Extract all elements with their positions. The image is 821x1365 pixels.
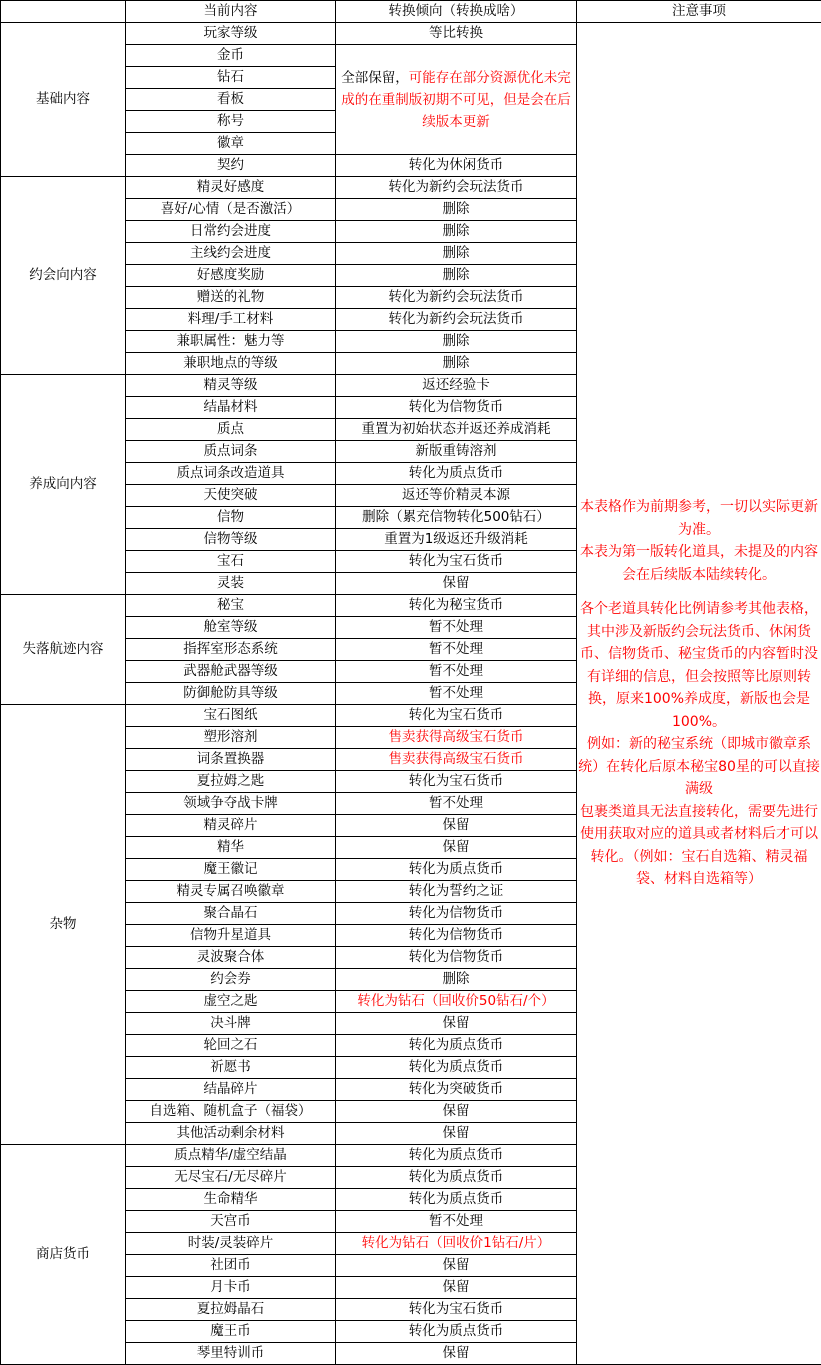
item-cell: 社团币 [126,1255,336,1277]
note-paragraph: 本表格作为前期参考，一切以实际更新为准。 [580,499,818,538]
item-cell: 赠送的礼物 [126,287,336,309]
item-cell: 主线约会进度 [126,243,336,265]
item-cell: 看板 [126,89,336,111]
conversion-cell: 删除 [336,265,577,287]
item-cell: 指挥室形态系统 [126,639,336,661]
item-cell: 魔王币 [126,1321,336,1343]
conversion-cell: 删除 [336,199,577,221]
item-cell: 契约 [126,155,336,177]
header-row [1,1,821,23]
category-cell: 商店货币 [1,1145,126,1365]
conversion-cell: 暂不处理 [336,639,577,661]
merged-note-black: 全部保留， [341,69,409,86]
conversion-cell: 等比转换 [336,23,577,45]
item-cell: 料理/手工材料 [126,309,336,331]
conversion-cell: 保留 [336,1343,577,1365]
item-cell: 其他活动剩余材料 [126,1123,336,1145]
item-cell: 防御舱防具等级 [126,683,336,705]
item-cell: 好感度奖励 [126,265,336,287]
item-cell: 天使突破 [126,485,336,507]
table-row [1,23,821,45]
category-cell: 杂物 [1,705,126,1145]
conversion-cell: 转化为钻石（回收价50钻石/个） [336,991,577,1013]
conversion-cell: 新版重铸溶剂 [336,441,577,463]
item-cell: 生命精华 [126,1189,336,1211]
item-cell: 精灵好感度 [126,177,336,199]
item-cell: 信物 [126,507,336,529]
item-cell: 约会券 [126,969,336,991]
item-cell: 徽章 [126,133,336,155]
item-cell: 精灵碎片 [126,815,336,837]
category-cell: 约会向内容 [1,177,126,375]
item-cell: 聚合晶石 [126,903,336,925]
item-cell: 词条置换器 [126,749,336,771]
conversion-cell: 保留 [336,1013,577,1035]
conversion-cell: 暂不处理 [336,683,577,705]
note-paragraph: 包裹类道具无法直接转化，需要先进行使用获取对应的道具或者材料后才可以转化。（例如：宝石自选箱、精灵福袋、材料自选箱等） [580,803,818,888]
header-conversion: 转换倾向（转换成啥） [336,1,577,23]
conversion-cell: 返还经验卡 [336,375,577,397]
conversion-cell: 保留 [336,1123,577,1145]
item-cell: 兼职属性：魅力等 [126,331,336,353]
conversion-cell: 转化为休闲货币 [336,155,577,177]
item-cell: 轮回之石 [126,1035,336,1057]
item-cell: 无尽宝石/无尽碎片 [126,1167,336,1189]
item-cell: 琴里特训币 [126,1343,336,1365]
item-cell: 信物等级 [126,529,336,551]
conversion-cell: 保留 [336,1277,577,1299]
header-category [1,1,126,23]
item-cell: 自选箱、随机盒子（福袋） [126,1101,336,1123]
item-cell: 精灵等级 [126,375,336,397]
merged-conversion-cell [336,45,577,155]
item-cell: 玩家等级 [126,23,336,45]
conversion-cell: 转化为质点货币 [336,1167,577,1189]
conversion-cell: 转化为质点货币 [336,1145,577,1167]
item-cell: 夏拉姆之匙 [126,771,336,793]
conversion-cell: 保留 [336,815,577,837]
conversion-cell: 删除 [336,353,577,375]
conversion-cell: 删除 [336,221,577,243]
conversion-cell: 转化为信物货币 [336,947,577,969]
conversion-cell: 暂不处理 [336,617,577,639]
category-cell: 失落航迹内容 [1,595,126,705]
item-cell: 舱室等级 [126,617,336,639]
item-cell: 称号 [126,111,336,133]
item-cell: 秘宝 [126,595,336,617]
item-cell: 虚空之匙 [126,991,336,1013]
merged-note-red: 可能存在部分资源优化未完成的在重制版初期不可见，但是会在后续版本更新 [341,69,571,130]
conversion-cell: 重置为1级返还升级消耗 [336,529,577,551]
conversion-cell: 保留 [336,573,577,595]
conversion-cell: 转化为新约会玩法货币 [336,309,577,331]
conversion-cell: 转化为宝石货币 [336,551,577,573]
conversion-cell: 转化为突破货币 [336,1079,577,1101]
conversion-cell: 转化为质点货币 [336,1057,577,1079]
item-cell: 喜好/心情（是否激活） [126,199,336,221]
conversion-cell: 售卖获得高级宝石货币 [336,727,577,749]
item-cell: 灵装 [126,573,336,595]
item-cell: 精华 [126,837,336,859]
conversion-cell: 转化为新约会玩法货币 [336,287,577,309]
conversion-cell: 返还等价精灵本源 [336,485,577,507]
item-cell: 时装/灵装碎片 [126,1233,336,1255]
conversion-cell: 删除 [336,331,577,353]
conversion-cell: 重置为初始状态并返还养成消耗 [336,419,577,441]
item-cell: 金币 [126,45,336,67]
item-cell: 宝石图纸 [126,705,336,727]
conversion-cell: 售卖获得高级宝石货币 [336,749,577,771]
item-cell: 祈愿书 [126,1057,336,1079]
conversion-cell: 转化为质点货币 [336,1035,577,1057]
note-paragraph: 例如：新的秘宝系统（即城市徽章系统）在转化后原本秘宝80星的可以直接满级 [578,736,820,798]
conversion-cell: 转化为宝石货币 [336,705,577,727]
conversion-cell: 转化为秘宝货币 [336,595,577,617]
conversion-cell: 转化为质点货币 [336,859,577,881]
conversion-cell: 保留 [336,837,577,859]
item-cell: 武器舱武器等级 [126,661,336,683]
item-cell: 质点精华/虚空结晶 [126,1145,336,1167]
item-cell: 质点词条改造道具 [126,463,336,485]
item-cell: 月卡币 [126,1277,336,1299]
notes-cell [577,23,821,1365]
conversion-cell: 转化为钻石（回收价1钻石/片） [336,1233,577,1255]
conversion-cell: 转化为信物货币 [336,397,577,419]
conversion-cell: 转化为宝石货币 [336,771,577,793]
item-cell: 质点词条 [126,441,336,463]
item-cell: 日常约会进度 [126,221,336,243]
conversion-cell: 删除 [336,243,577,265]
conversion-cell: 暂不处理 [336,793,577,815]
item-cell: 夏拉姆晶石 [126,1299,336,1321]
header-notes: 注意事项 [577,1,821,23]
conversion-cell: 转化为新约会玩法货币 [336,177,577,199]
header-current-content: 当前内容 [126,1,336,23]
item-cell: 信物升星道具 [126,925,336,947]
conversion-cell: 转化为质点货币 [336,1321,577,1343]
conversion-cell: 转化为信物货币 [336,925,577,947]
conversion-cell: 删除（累充信物转化500钻石） [336,507,577,529]
conversion-cell: 转化为信物货币 [336,903,577,925]
conversion-cell: 暂不处理 [336,1211,577,1233]
conversion-cell: 转化为宝石货币 [336,1299,577,1321]
category-cell: 基础内容 [1,23,126,177]
note-paragraph: 各个老道具转化比例请参考其他表格，其中涉及新版约会玩法货币、休闲货币、信物货币、秘宝货币的内容暂时没有详细的信息，但会按照等比原则转换，原来100%养成度，新版也会是100%。 [580,601,818,730]
conversion-cell: 转化为质点货币 [336,1189,577,1211]
item-cell: 决斗牌 [126,1013,336,1035]
item-cell: 质点 [126,419,336,441]
item-cell: 领域争夺战卡牌 [126,793,336,815]
item-cell: 钻石 [126,67,336,89]
item-cell: 兼职地点的等级 [126,353,336,375]
note-paragraph: 本表为第一版转化道具，未提及的内容会在后续版本陆续转化。 [580,544,818,583]
conversion-cell: 保留 [336,1255,577,1277]
item-cell: 灵波聚合体 [126,947,336,969]
conversion-cell: 保留 [336,1101,577,1123]
item-cell: 结晶碎片 [126,1079,336,1101]
conversion-cell: 暂不处理 [336,661,577,683]
conversion-cell: 转化为质点货币 [336,463,577,485]
conversion-cell: 转化为誓约之证 [336,881,577,903]
item-cell: 魔王徽记 [126,859,336,881]
item-cell: 天宫币 [126,1211,336,1233]
conversion-cell: 删除 [336,969,577,991]
category-cell: 养成向内容 [1,375,126,595]
item-cell: 精灵专属召唤徽章 [126,881,336,903]
item-cell: 结晶材料 [126,397,336,419]
item-cell: 塑形溶剂 [126,727,336,749]
item-cell: 宝石 [126,551,336,573]
